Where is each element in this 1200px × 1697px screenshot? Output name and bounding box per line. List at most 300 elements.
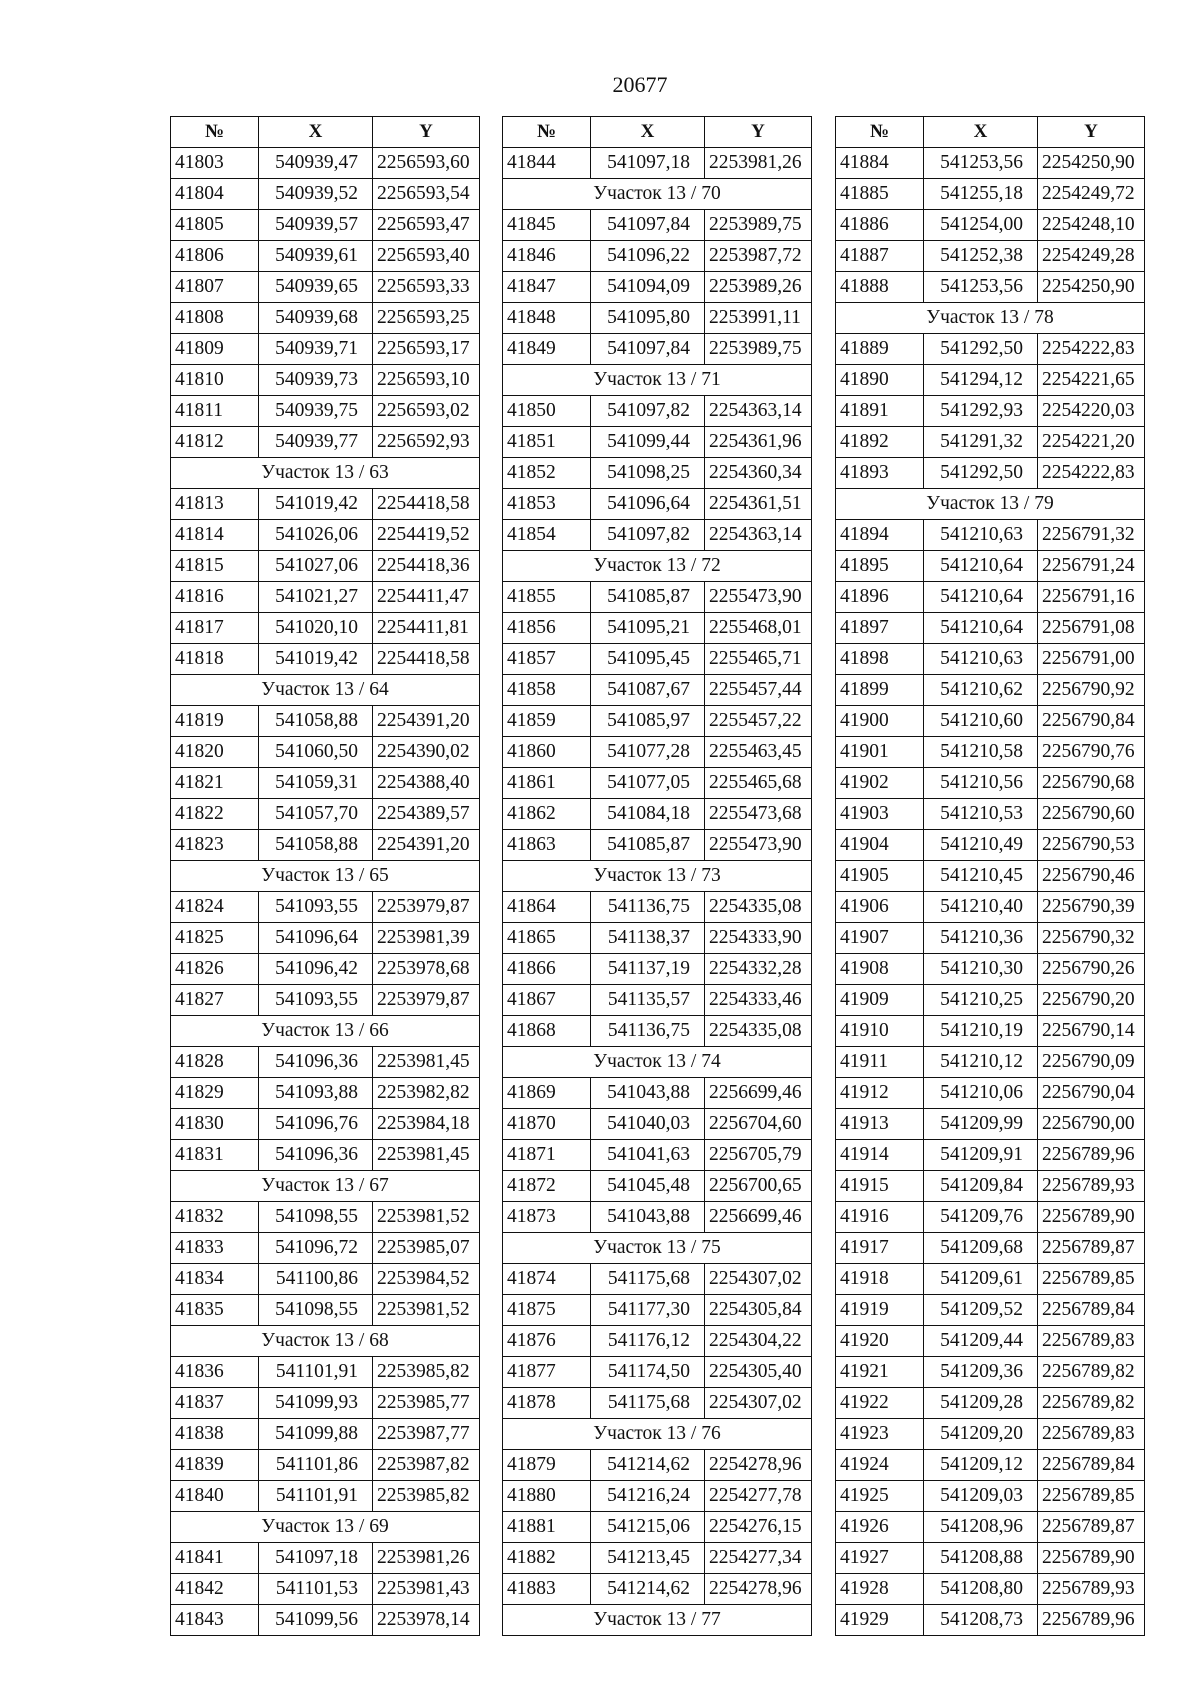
y-coordinate-cell: 2253984,18: [373, 1109, 480, 1140]
point-number-cell: 41887: [836, 241, 924, 272]
table-row: [836, 520, 1145, 551]
point-number-cell: 41873: [503, 1202, 591, 1233]
x-coordinate-cell: 541209,12: [924, 1450, 1038, 1481]
x-coordinate-cell: 541101,91: [259, 1481, 373, 1512]
section-title: Участок 13 / 71: [503, 365, 812, 396]
x-coordinate-cell: 541021,27: [259, 582, 373, 613]
x-coordinate-cell: 541208,88: [924, 1543, 1038, 1574]
x-coordinate-cell: 541209,68: [924, 1233, 1038, 1264]
y-coordinate-cell: 2254248,10: [1038, 210, 1145, 241]
point-number-cell: 41870: [503, 1109, 591, 1140]
y-coordinate-cell: 2256593,47: [373, 210, 480, 241]
table-row: [836, 675, 1145, 706]
x-coordinate-cell: 541210,64: [924, 613, 1038, 644]
table-row: [836, 923, 1145, 954]
table-row: [171, 799, 480, 830]
y-coordinate-cell: 2256789,96: [1038, 1605, 1145, 1636]
point-number-cell: 41846: [503, 241, 591, 272]
table-row: [503, 334, 812, 365]
point-number-cell: 41889: [836, 334, 924, 365]
point-number-cell: 41821: [171, 768, 259, 799]
table-row: [503, 582, 812, 613]
table-row: [503, 396, 812, 427]
point-number-cell: 41900: [836, 706, 924, 737]
table-row: [836, 1202, 1145, 1233]
point-number-cell: 41927: [836, 1543, 924, 1574]
x-coordinate-cell: 540939,57: [259, 210, 373, 241]
table-row: [171, 613, 480, 644]
x-coordinate-cell: 541209,91: [924, 1140, 1038, 1171]
table-row: [503, 954, 812, 985]
table-row: [503, 1543, 812, 1574]
point-number-cell: 41919: [836, 1295, 924, 1326]
y-coordinate-cell: 2256791,00: [1038, 644, 1145, 675]
x-coordinate-cell: 541210,12: [924, 1047, 1038, 1078]
table-row: [171, 1419, 480, 1450]
y-coordinate-cell: 2254305,84: [705, 1295, 812, 1326]
table-row: [171, 148, 480, 179]
point-number-cell: 41898: [836, 644, 924, 675]
x-coordinate-cell: 541209,99: [924, 1109, 1038, 1140]
point-number-cell: 41834: [171, 1264, 259, 1295]
header-x: X: [591, 117, 705, 148]
point-number-cell: 41894: [836, 520, 924, 551]
table-row: [503, 1450, 812, 1481]
x-coordinate-cell: 541096,64: [259, 923, 373, 954]
x-coordinate-cell: 541084,18: [591, 799, 705, 830]
table-row: [836, 1419, 1145, 1450]
table-row: [836, 427, 1145, 458]
table-row: [503, 1140, 812, 1171]
section-title: Участок 13 / 64: [171, 675, 480, 706]
x-coordinate-cell: 541209,20: [924, 1419, 1038, 1450]
y-coordinate-cell: 2253978,14: [373, 1605, 480, 1636]
table-row: [836, 148, 1145, 179]
x-coordinate-cell: 541097,82: [591, 396, 705, 427]
point-number-cell: 41861: [503, 768, 591, 799]
table-row: [171, 768, 480, 799]
point-number-cell: 41811: [171, 396, 259, 427]
point-number-cell: 41839: [171, 1450, 259, 1481]
x-coordinate-cell: 541099,88: [259, 1419, 373, 1450]
table-row: [836, 1016, 1145, 1047]
y-coordinate-cell: 2256790,09: [1038, 1047, 1145, 1078]
point-number-cell: 41833: [171, 1233, 259, 1264]
x-coordinate-cell: 541098,25: [591, 458, 705, 489]
table-row: [171, 1078, 480, 1109]
point-number-cell: 41828: [171, 1047, 259, 1078]
table-row: [503, 1264, 812, 1295]
section-row: [171, 1512, 480, 1543]
table-row: [503, 520, 812, 551]
table-row: [171, 179, 480, 210]
point-number-cell: 41851: [503, 427, 591, 458]
section-title: Участок 13 / 72: [503, 551, 812, 582]
x-coordinate-cell: 541208,96: [924, 1512, 1038, 1543]
header-x: X: [259, 117, 373, 148]
table-row: [836, 1264, 1145, 1295]
y-coordinate-cell: 2254335,08: [705, 892, 812, 923]
point-number-cell: 41844: [503, 148, 591, 179]
x-coordinate-cell: 541210,62: [924, 675, 1038, 706]
y-coordinate-cell: 2255473,90: [705, 830, 812, 861]
point-number-cell: 41918: [836, 1264, 924, 1295]
x-coordinate-cell: 541253,56: [924, 148, 1038, 179]
section-row: [503, 861, 812, 892]
table-row: [836, 1233, 1145, 1264]
x-coordinate-cell: 541138,37: [591, 923, 705, 954]
point-number-cell: 41807: [171, 272, 259, 303]
table-row: [171, 1481, 480, 1512]
y-coordinate-cell: 2256791,08: [1038, 613, 1145, 644]
section-row: [171, 1326, 480, 1357]
table-row: [836, 954, 1145, 985]
y-coordinate-cell: 2254411,47: [373, 582, 480, 613]
y-coordinate-cell: 2253981,43: [373, 1574, 480, 1605]
point-number-cell: 41872: [503, 1171, 591, 1202]
x-coordinate-cell: 541210,40: [924, 892, 1038, 923]
section-row: [503, 1419, 812, 1450]
y-coordinate-cell: 2256593,10: [373, 365, 480, 396]
y-coordinate-cell: 2254277,78: [705, 1481, 812, 1512]
x-coordinate-cell: 540939,68: [259, 303, 373, 334]
point-number-cell: 41862: [503, 799, 591, 830]
x-coordinate-cell: 541096,72: [259, 1233, 373, 1264]
point-number-cell: 41809: [171, 334, 259, 365]
point-number-cell: 41830: [171, 1109, 259, 1140]
y-coordinate-cell: 2254277,34: [705, 1543, 812, 1574]
table-row: [836, 241, 1145, 272]
point-number-cell: 41922: [836, 1388, 924, 1419]
point-number-cell: 41847: [503, 272, 591, 303]
x-coordinate-cell: 541292,50: [924, 334, 1038, 365]
x-coordinate-cell: 541216,24: [591, 1481, 705, 1512]
point-number-cell: 41835: [171, 1295, 259, 1326]
table-row: [503, 148, 812, 179]
x-coordinate-cell: 541095,45: [591, 644, 705, 675]
y-coordinate-cell: 2256791,24: [1038, 551, 1145, 582]
point-number-cell: 41818: [171, 644, 259, 675]
table-row: [503, 458, 812, 489]
y-coordinate-cell: 2255457,22: [705, 706, 812, 737]
header-y: Y: [1038, 117, 1145, 148]
table-row: [503, 892, 812, 923]
y-coordinate-cell: 2254307,02: [705, 1388, 812, 1419]
y-coordinate-cell: 2253985,82: [373, 1481, 480, 1512]
y-coordinate-cell: 2254249,28: [1038, 241, 1145, 272]
section-title: Участок 13 / 68: [171, 1326, 480, 1357]
point-number-cell: 41852: [503, 458, 591, 489]
point-number-cell: 41860: [503, 737, 591, 768]
x-coordinate-cell: 541175,68: [591, 1264, 705, 1295]
y-coordinate-cell: 2256791,16: [1038, 582, 1145, 613]
y-coordinate-cell: 2254220,03: [1038, 396, 1145, 427]
point-number-cell: 41842: [171, 1574, 259, 1605]
table-row: [836, 1047, 1145, 1078]
point-number-cell: 41827: [171, 985, 259, 1016]
y-coordinate-cell: 2254278,96: [705, 1574, 812, 1605]
table-row: [171, 985, 480, 1016]
section-row: [171, 1016, 480, 1047]
x-coordinate-cell: 541209,44: [924, 1326, 1038, 1357]
point-number-cell: 41899: [836, 675, 924, 706]
y-coordinate-cell: 2256789,93: [1038, 1171, 1145, 1202]
table-row: [836, 334, 1145, 365]
table-row: [503, 644, 812, 675]
table-row: [503, 427, 812, 458]
table-row: [503, 706, 812, 737]
y-coordinate-cell: 2256790,92: [1038, 675, 1145, 706]
table-row: [503, 303, 812, 334]
y-coordinate-cell: 2256789,87: [1038, 1512, 1145, 1543]
table-row: [836, 1140, 1145, 1171]
point-number-cell: 41875: [503, 1295, 591, 1326]
table-row: [171, 1357, 480, 1388]
x-coordinate-cell: 541059,31: [259, 768, 373, 799]
x-coordinate-cell: 541292,93: [924, 396, 1038, 427]
point-number-cell: 41876: [503, 1326, 591, 1357]
point-number-cell: 41926: [836, 1512, 924, 1543]
point-number-cell: 41886: [836, 210, 924, 241]
table-row: [836, 1326, 1145, 1357]
point-number-cell: 41869: [503, 1078, 591, 1109]
x-coordinate-cell: 540939,73: [259, 365, 373, 396]
y-coordinate-cell: 2256592,93: [373, 427, 480, 458]
x-coordinate-cell: 541094,09: [591, 272, 705, 303]
x-coordinate-cell: 541214,62: [591, 1450, 705, 1481]
point-number-cell: 41845: [503, 210, 591, 241]
section-row: [171, 675, 480, 706]
y-coordinate-cell: 2254391,20: [373, 706, 480, 737]
x-coordinate-cell: 541210,53: [924, 799, 1038, 830]
point-number-cell: 41819: [171, 706, 259, 737]
table-row: [171, 892, 480, 923]
section-row: [503, 365, 812, 396]
y-coordinate-cell: 2254222,83: [1038, 458, 1145, 489]
y-coordinate-cell: 2256790,46: [1038, 861, 1145, 892]
table-row: [171, 396, 480, 427]
y-coordinate-cell: 2253991,11: [705, 303, 812, 334]
x-coordinate-cell: 541176,12: [591, 1326, 705, 1357]
point-number-cell: 41913: [836, 1109, 924, 1140]
y-coordinate-cell: 2254221,65: [1038, 365, 1145, 396]
x-coordinate-cell: 541019,42: [259, 644, 373, 675]
x-coordinate-cell: 541209,36: [924, 1357, 1038, 1388]
table-row: [836, 1109, 1145, 1140]
section-row: [503, 1047, 812, 1078]
y-coordinate-cell: 2256789,85: [1038, 1264, 1145, 1295]
y-coordinate-cell: 2256789,96: [1038, 1140, 1145, 1171]
y-coordinate-cell: 2256593,60: [373, 148, 480, 179]
point-number-cell: 41929: [836, 1605, 924, 1636]
y-coordinate-cell: 2253985,77: [373, 1388, 480, 1419]
header-y: Y: [373, 117, 480, 148]
table-row: [836, 551, 1145, 582]
y-coordinate-cell: 2255465,68: [705, 768, 812, 799]
y-coordinate-cell: 2256789,82: [1038, 1388, 1145, 1419]
section-row: [503, 1233, 812, 1264]
x-coordinate-cell: 541099,44: [591, 427, 705, 458]
point-number-cell: 41914: [836, 1140, 924, 1171]
point-number-cell: 41902: [836, 768, 924, 799]
table-row: [836, 985, 1145, 1016]
point-number-cell: 41858: [503, 675, 591, 706]
table-row: [836, 1605, 1145, 1636]
table-row: [503, 1481, 812, 1512]
section-row: [171, 861, 480, 892]
point-number-cell: 41880: [503, 1481, 591, 1512]
point-number-cell: 41907: [836, 923, 924, 954]
point-number-cell: 41921: [836, 1357, 924, 1388]
y-coordinate-cell: 2256790,32: [1038, 923, 1145, 954]
header-number: №: [503, 117, 591, 148]
point-number-cell: 41832: [171, 1202, 259, 1233]
point-number-cell: 41883: [503, 1574, 591, 1605]
y-coordinate-cell: 2254388,40: [373, 768, 480, 799]
table-row: [503, 985, 812, 1016]
table-row: [171, 1605, 480, 1636]
table-row: [503, 1078, 812, 1109]
x-coordinate-cell: 541040,03: [591, 1109, 705, 1140]
table-row: [836, 582, 1145, 613]
x-coordinate-cell: 541045,48: [591, 1171, 705, 1202]
coordinates-table-1: [170, 116, 480, 1636]
section-row: [836, 303, 1145, 334]
table-row: [503, 241, 812, 272]
point-number-cell: 41891: [836, 396, 924, 427]
table-row: [836, 861, 1145, 892]
x-coordinate-cell: 541209,28: [924, 1388, 1038, 1419]
x-coordinate-cell: 541215,06: [591, 1512, 705, 1543]
point-number-cell: 41817: [171, 613, 259, 644]
x-coordinate-cell: 540939,47: [259, 148, 373, 179]
point-number-cell: 41826: [171, 954, 259, 985]
y-coordinate-cell: 2254250,90: [1038, 272, 1145, 303]
point-number-cell: 41824: [171, 892, 259, 923]
section-title: Участок 13 / 78: [836, 303, 1145, 334]
point-number-cell: 41820: [171, 737, 259, 768]
header-x: X: [924, 117, 1038, 148]
table-row: [836, 799, 1145, 830]
x-coordinate-cell: 541041,63: [591, 1140, 705, 1171]
x-coordinate-cell: 541291,32: [924, 427, 1038, 458]
point-number-cell: 41882: [503, 1543, 591, 1574]
section-row: [503, 1605, 812, 1636]
point-number-cell: 41912: [836, 1078, 924, 1109]
section-title: Участок 13 / 75: [503, 1233, 812, 1264]
point-number-cell: 41816: [171, 582, 259, 613]
table-row: [171, 272, 480, 303]
x-coordinate-cell: 541085,87: [591, 830, 705, 861]
y-coordinate-cell: 2255457,44: [705, 675, 812, 706]
x-coordinate-cell: 541085,87: [591, 582, 705, 613]
x-coordinate-cell: 541213,45: [591, 1543, 705, 1574]
table-row: [836, 830, 1145, 861]
x-coordinate-cell: 541135,57: [591, 985, 705, 1016]
table-row: [836, 1295, 1145, 1326]
table-row: [503, 272, 812, 303]
table-row: [836, 1512, 1145, 1543]
table-row: [171, 706, 480, 737]
point-number-cell: 41841: [171, 1543, 259, 1574]
point-number-cell: 41803: [171, 148, 259, 179]
point-number-cell: 41881: [503, 1512, 591, 1543]
table-row: [171, 520, 480, 551]
point-number-cell: 41871: [503, 1140, 591, 1171]
x-coordinate-cell: 541096,36: [259, 1140, 373, 1171]
x-coordinate-cell: 540939,75: [259, 396, 373, 427]
table-row: [171, 954, 480, 985]
y-coordinate-cell: 2253989,26: [705, 272, 812, 303]
y-coordinate-cell: 2254411,81: [373, 613, 480, 644]
point-number-cell: 41920: [836, 1326, 924, 1357]
y-coordinate-cell: 2254221,20: [1038, 427, 1145, 458]
y-coordinate-cell: 2256790,39: [1038, 892, 1145, 923]
y-coordinate-cell: 2254389,57: [373, 799, 480, 830]
section-title: Участок 13 / 74: [503, 1047, 812, 1078]
table-row: [503, 737, 812, 768]
y-coordinate-cell: 2254391,20: [373, 830, 480, 861]
x-coordinate-cell: 540939,71: [259, 334, 373, 365]
y-coordinate-cell: 2256790,60: [1038, 799, 1145, 830]
header-number: №: [171, 117, 259, 148]
x-coordinate-cell: 541020,10: [259, 613, 373, 644]
y-coordinate-cell: 2254333,90: [705, 923, 812, 954]
x-coordinate-cell: 541210,56: [924, 768, 1038, 799]
x-coordinate-cell: 541210,36: [924, 923, 1038, 954]
table-row: [836, 706, 1145, 737]
table-row: [171, 830, 480, 861]
y-coordinate-cell: 2256789,90: [1038, 1202, 1145, 1233]
table-row: [503, 1295, 812, 1326]
point-number-cell: 41895: [836, 551, 924, 582]
table-row: [171, 1109, 480, 1140]
y-coordinate-cell: 2253985,82: [373, 1357, 480, 1388]
x-coordinate-cell: 541093,88: [259, 1078, 373, 1109]
section-row: [503, 551, 812, 582]
section-row: [503, 179, 812, 210]
point-number-cell: 41813: [171, 489, 259, 520]
section-row: [836, 489, 1145, 520]
y-coordinate-cell: 2254250,90: [1038, 148, 1145, 179]
x-coordinate-cell: 541209,76: [924, 1202, 1038, 1233]
y-coordinate-cell: 2254361,96: [705, 427, 812, 458]
point-number-cell: 41840: [171, 1481, 259, 1512]
point-number-cell: 41855: [503, 582, 591, 613]
table-row: [503, 1512, 812, 1543]
point-number-cell: 41867: [503, 985, 591, 1016]
y-coordinate-cell: 2253982,82: [373, 1078, 480, 1109]
x-coordinate-cell: 541096,64: [591, 489, 705, 520]
table-row: [503, 830, 812, 861]
x-coordinate-cell: 540939,61: [259, 241, 373, 272]
x-coordinate-cell: 541210,49: [924, 830, 1038, 861]
page-number: 20677: [612, 72, 668, 97]
y-coordinate-cell: 2253981,45: [373, 1047, 480, 1078]
table-row: [836, 458, 1145, 489]
table-row: [836, 272, 1145, 303]
point-number-cell: 41911: [836, 1047, 924, 1078]
point-number-cell: 41825: [171, 923, 259, 954]
point-number-cell: 41928: [836, 1574, 924, 1605]
y-coordinate-cell: 2253985,07: [373, 1233, 480, 1264]
table-body: [503, 148, 812, 1636]
x-coordinate-cell: 541043,88: [591, 1078, 705, 1109]
y-coordinate-cell: 2256699,46: [705, 1202, 812, 1233]
point-number-cell: 41836: [171, 1357, 259, 1388]
x-coordinate-cell: 541210,45: [924, 861, 1038, 892]
coordinates-table-3: [835, 116, 1145, 1636]
